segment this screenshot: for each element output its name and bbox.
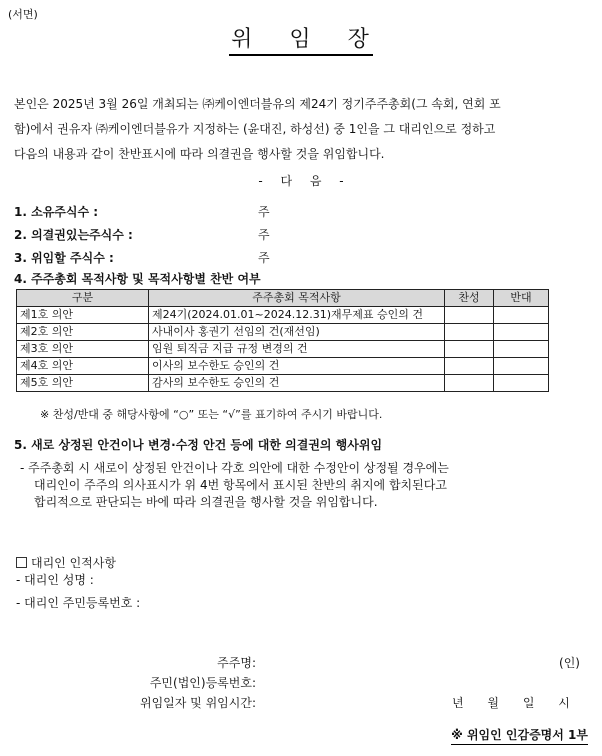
agenda-no: 제1호 의안: [17, 307, 149, 324]
intro-paragraph: [14, 92, 588, 167]
seal-mark: (인): [559, 656, 580, 670]
agenda-subject: 임원 퇴직금 지급 규정 변경의 건: [149, 341, 445, 358]
delegated-shares-unit: 주: [258, 251, 270, 265]
agenda-no: 제3호 의안: [17, 341, 149, 358]
approve-cell[interactable]: [445, 341, 494, 358]
agent-name-field: - 대리인 성명 :: [16, 573, 94, 587]
registration-number-label: 주민(법인)등록번호:: [149, 676, 256, 690]
agent-checkbox-icon: [16, 557, 27, 568]
attachment-footnote: ※ 위임인 인감증명서 1부: [451, 726, 588, 745]
section5-body: [20, 460, 590, 511]
agenda-subject: 이사의 보수한도 승인의 건: [149, 358, 445, 375]
title-text: 위 임 장: [229, 27, 373, 56]
agenda-subject: 사내이사 홍권기 선임의 건(재선임): [149, 324, 445, 341]
owned-shares-unit: 주: [258, 205, 270, 219]
section5-line-1: - 주주총회 시 새로이 상정된 안건이나 각호 의안에 대한 수정안이 상정될 경우에는: [20, 461, 449, 475]
oppose-cell[interactable]: [494, 375, 549, 392]
agent-heading: [16, 554, 116, 571]
table-row: [17, 341, 549, 358]
approve-cell[interactable]: [445, 324, 494, 341]
agenda-no: 제2호 의안: [17, 324, 149, 341]
header-category: 구분: [17, 290, 149, 307]
section5-line-3: 합리적으로 판단되는 바에 따라 의결권을 행사할 것을 위임합니다.: [34, 495, 378, 509]
section4-title: 4. 주주총회 목적사항 및 목적사항별 찬반 여부: [14, 272, 261, 286]
marking-note: ※ 찬성/반대 중 해당사항에 “○” 또는 “√”를 표기하여 주시기 바랍니다.: [40, 408, 383, 421]
table-row: [17, 307, 549, 324]
document-title: [0, 22, 602, 53]
voting-shares-label: 2. 의결권있는주식수 :: [14, 228, 133, 242]
intro-line-1: 본인은 2025년 3월 26일 개최되는 ㈜케이엔더블유의 제24기 정기주주총회(그 속회, 연회 포: [14, 97, 501, 111]
section5-line-2: 대리인이 주주의 의사표시가 위 4번 항목에서 표시된 찬반의 취지에 합치된다고: [34, 478, 447, 492]
header-approve: 찬성: [445, 290, 494, 307]
holder-name-label: 주주명:: [217, 656, 256, 670]
agenda-table: [16, 289, 549, 392]
table-row: [17, 375, 549, 392]
oppose-cell[interactable]: [494, 358, 549, 375]
oppose-cell[interactable]: [494, 341, 549, 358]
approve-cell[interactable]: [445, 375, 494, 392]
agenda-no: 제4호 의안: [17, 358, 149, 375]
delegation-date-label: 위임일자 및 위임시간:: [139, 696, 256, 710]
approve-cell[interactable]: [445, 358, 494, 375]
delegated-shares-label: 3. 위임할 주식수 :: [14, 251, 114, 265]
intro-line-3: 다음의 내용과 같이 찬반표시에 따라 의결권을 행사할 것을 위임합니다.: [14, 147, 385, 161]
document-tag: (서면): [8, 8, 38, 21]
agent-heading-text: 대리인 인적사항: [31, 556, 116, 570]
agenda-no: 제5호 의안: [17, 375, 149, 392]
intro-line-2: 함)에서 권유자 ㈜케이엔더블유가 지정하는 (윤대진, 하성선) 중 1인을 그 대리인으로 정하고: [14, 122, 496, 136]
agenda-subject: 제24기(2024.01.01~2024.12.31)재무제표 승인의 건: [149, 307, 445, 324]
approve-cell[interactable]: [445, 307, 494, 324]
agent-id-field: - 대리인 주민등록번호 :: [16, 596, 141, 610]
date-fields: 년 월 일 시: [452, 696, 570, 710]
table-header-row: [17, 290, 549, 307]
voting-shares-unit: 주: [258, 228, 270, 242]
dasu-heading: - 다 음 -: [258, 174, 344, 188]
header-subject: 주주총회 목적사항: [149, 290, 445, 307]
owned-shares-label: 1. 소유주식수 :: [14, 205, 99, 219]
header-oppose: 반대: [494, 290, 549, 307]
oppose-cell[interactable]: [494, 307, 549, 324]
section5-title: 5. 새로 상정된 안건이나 변경·수정 안건 등에 대한 의결권의 행사위임: [14, 438, 383, 452]
table-row: [17, 324, 549, 341]
oppose-cell[interactable]: [494, 324, 549, 341]
table-row: [17, 358, 549, 375]
agenda-subject: 감사의 보수한도 승인의 건: [149, 375, 445, 392]
